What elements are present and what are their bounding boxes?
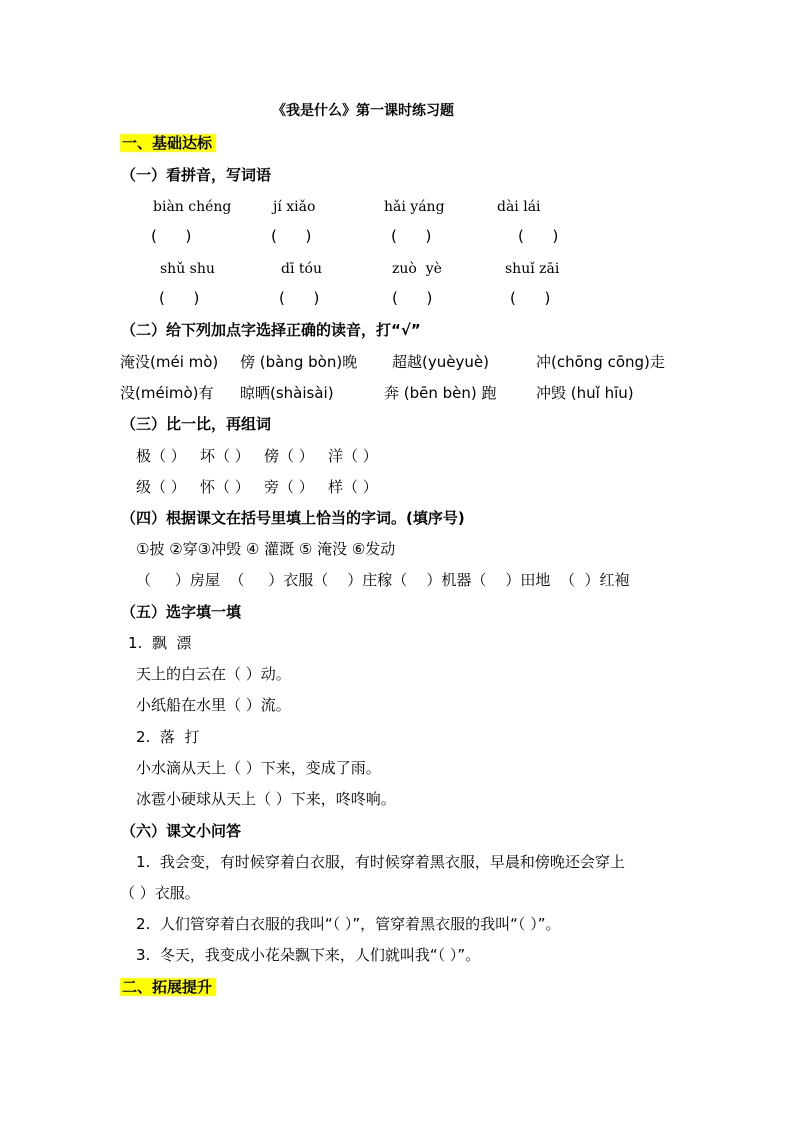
section-heading-basic-text: 一、基础达标: [120, 134, 216, 152]
reading-choice[interactable]: 傍 (bàng bòn)晚: [240, 353, 358, 371]
q5-group-1-label: 1. 飘 漂: [128, 634, 192, 652]
page-title: 《我是什么》第一课时练习题: [272, 103, 454, 119]
reading-choice[interactable]: 没(méimò)有: [120, 384, 214, 402]
q5-sentence[interactable]: 小纸船在水里（ ）流。: [136, 696, 291, 714]
pinyin-2: jí xiǎo: [273, 199, 316, 215]
reading-choice[interactable]: 奔 (bēn bèn) 跑: [384, 384, 497, 402]
q1-heading: （一）看拼音，写词语: [121, 166, 272, 184]
word-item[interactable]: 坏（ ）: [200, 447, 250, 465]
reading-choice[interactable]: 淹没(méi mò): [120, 353, 219, 371]
answer-blank[interactable]: ( ): [151, 227, 192, 245]
pinyin-1: biàn chéng: [153, 199, 232, 215]
section-heading-basic: [120, 133, 216, 153]
pinyin-5: shǔ shu: [160, 261, 215, 277]
answer-blank[interactable]: ( ): [518, 227, 559, 245]
q6-item-2[interactable]: 2. 人们管穿着白衣服的我叫“（ ）”，管穿着黑衣服的我叫“（ ）”。: [136, 915, 561, 933]
word-item[interactable]: 样（ ）: [328, 478, 378, 496]
q5-sentence[interactable]: 天上的白云在（ ）动。: [136, 665, 291, 683]
q6-item-1[interactable]: 1. 我会变，有时候穿着白衣服，有时候穿着黑衣服，早晨和傍晚还会穿上: [136, 853, 625, 871]
q6-item-3[interactable]: 3. 冬天，我变成小花朵飘下来，人们就叫我“（ ）”。: [136, 946, 481, 964]
reading-choice[interactable]: 晾晒(shàisài): [240, 384, 334, 402]
word-item[interactable]: 傍（ ）: [264, 447, 314, 465]
answer-blank[interactable]: ( ): [392, 289, 433, 307]
reading-choice[interactable]: 冲(chōng cōng)走: [536, 353, 665, 371]
word-item[interactable]: 级（ ）: [136, 478, 186, 496]
answer-blank[interactable]: ( ): [510, 289, 551, 307]
q5-sentence[interactable]: 冰雹小硬球从天上（ ）下来，咚咚响。: [136, 790, 396, 808]
word-item[interactable]: 极（ ）: [136, 447, 186, 465]
word-item[interactable]: 怀（ ）: [200, 478, 250, 496]
q6-item-1-cont[interactable]: （ ）衣服。: [120, 884, 200, 902]
pinyin-6: dī tóu: [281, 261, 322, 277]
section-heading-extension: [120, 977, 216, 997]
q5-sentence[interactable]: 小水滴从天上（ ）下来，变成了雨。: [136, 759, 381, 777]
answer-blank[interactable]: ( ): [391, 227, 432, 245]
q3-heading: （三）比一比，再组词: [121, 415, 272, 433]
answer-blank[interactable]: ( ): [279, 289, 320, 307]
pinyin-7: zuò yè: [392, 261, 442, 277]
q5-group-2-label: 2. 落 打: [136, 728, 200, 746]
answer-blank[interactable]: ( ): [271, 227, 312, 245]
word-item[interactable]: 旁（ ）: [264, 478, 314, 496]
reading-choice[interactable]: 超越(yuèyuè): [392, 353, 489, 371]
word-item[interactable]: 洋（ ）: [328, 447, 378, 465]
q5-heading: （五）选字填一填: [121, 603, 242, 621]
pinyin-4: dài lái: [497, 199, 541, 215]
q6-heading: （六）课文小问答: [121, 822, 242, 840]
q4-heading: （四）根据课文在括号里填上恰当的字词。(填序号): [121, 509, 465, 527]
answer-blank[interactable]: ( ): [159, 289, 200, 307]
q4-blanks[interactable]: （ ）房屋 （ ）衣服（ ）庄稼（ ）机器（ ）田地 （ ）红袍: [136, 571, 630, 589]
q4-options: ①披 ②穿③冲毁 ④ 灌溉 ⑤ 淹没 ⑥发动: [136, 540, 396, 558]
reading-choice[interactable]: 冲毁 (huǐ hīu): [536, 384, 634, 402]
section-heading-extension-text: 二、拓展提升: [120, 978, 216, 996]
pinyin-8: shuǐ zāi: [505, 261, 560, 277]
pinyin-3: hǎi yáng: [384, 199, 445, 215]
q2-heading: （二）给下列加点字选择正确的读音，打“√”: [121, 321, 421, 339]
